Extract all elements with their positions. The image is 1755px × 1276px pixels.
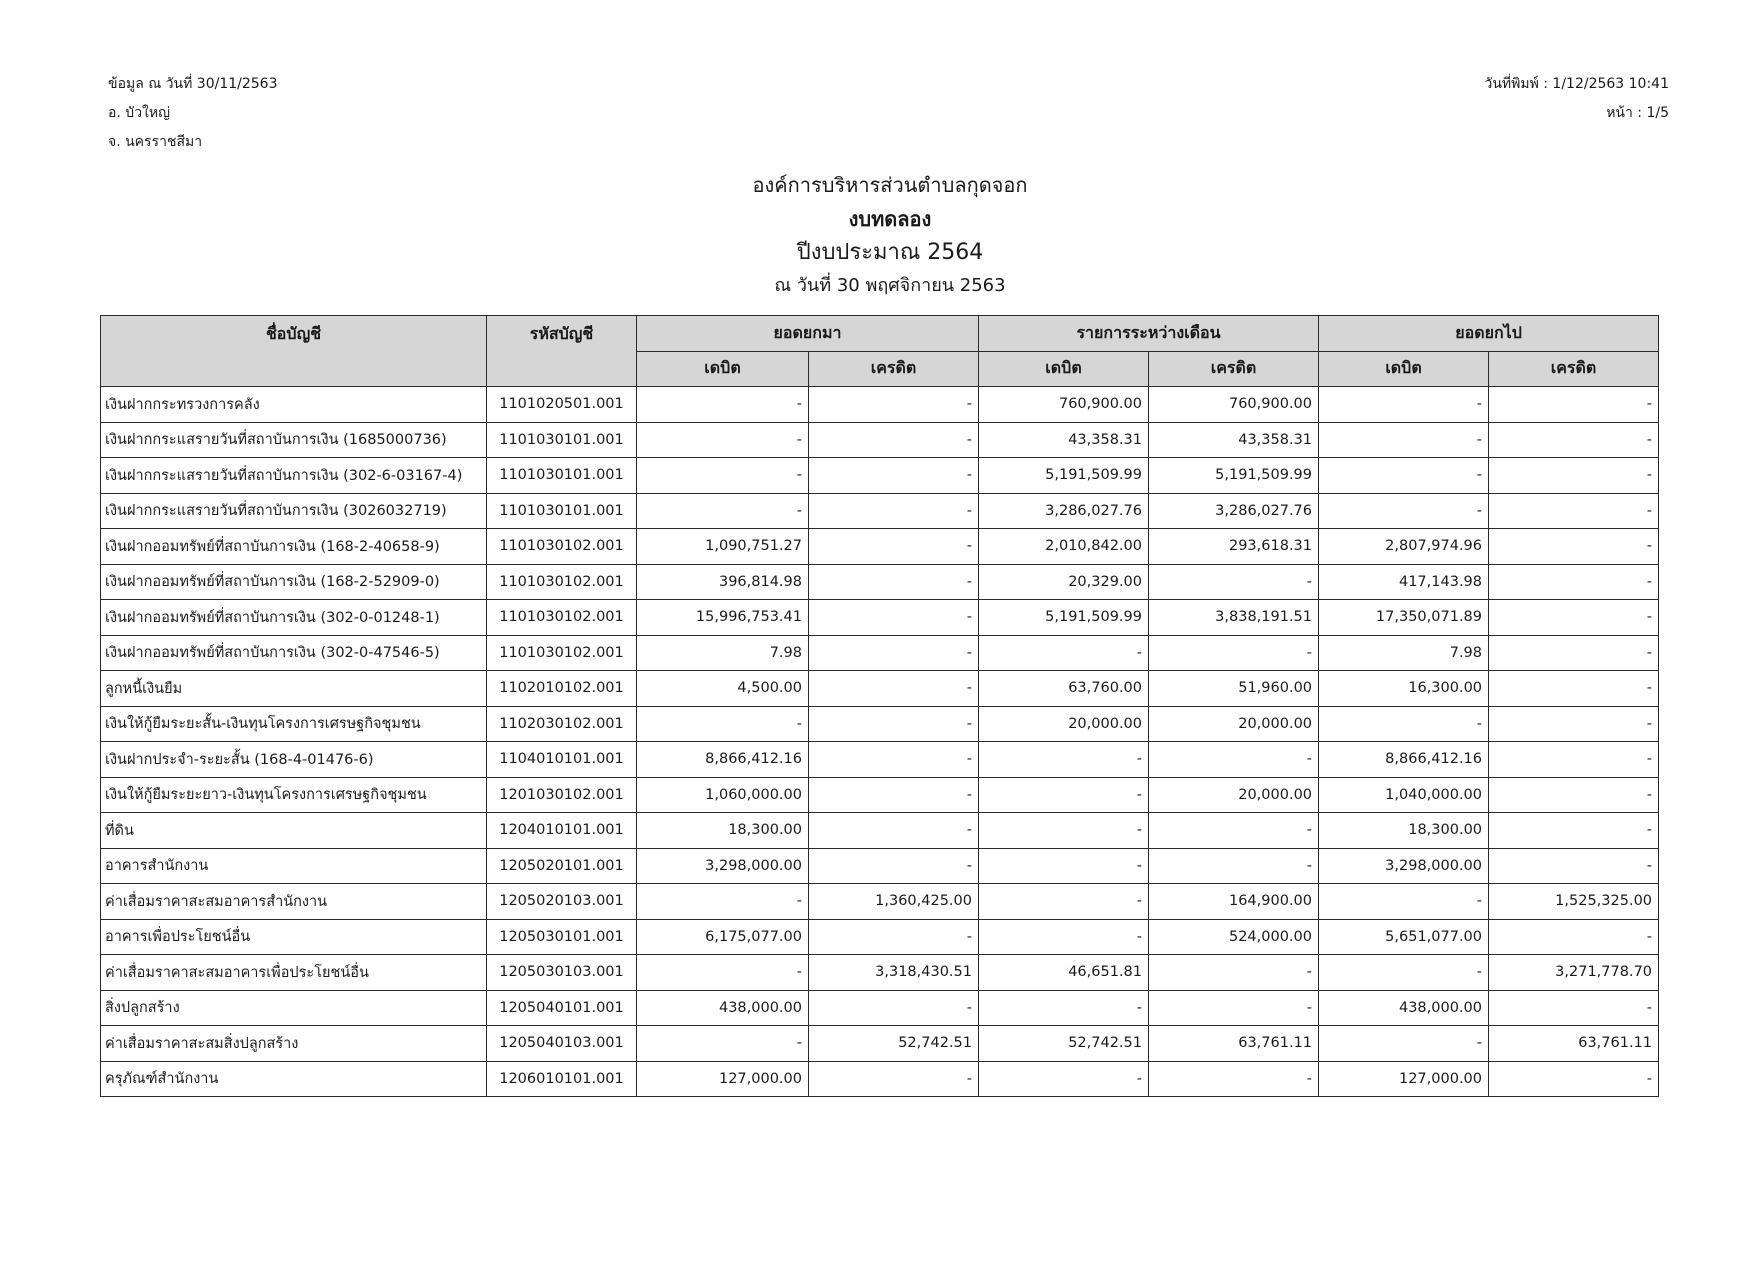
cf-debit-cell: 16,300.00 [1319, 671, 1489, 707]
district: อ. บัวใหญ่ [108, 105, 171, 121]
account-name-cell: เงินฝากกระแสรายวันที่สถาบันการเงิน (1685000736) [101, 422, 487, 458]
cf-credit-cell: - [1489, 990, 1659, 1026]
report-meta-left [108, 70, 277, 157]
cf-debit-cell: 1,040,000.00 [1319, 777, 1489, 813]
account-name-cell: เงินฝากประจำ-ระยะสั้น (168-4-01476-6) [101, 742, 487, 778]
bf-credit-cell: 52,742.51 [809, 1026, 979, 1062]
month-debit-cell: - [979, 990, 1149, 1026]
bf-debit-cell: 1,060,000.00 [637, 777, 809, 813]
bf-credit-cell: - [809, 919, 979, 955]
table-row [101, 671, 1659, 707]
account-code-cell: 1104010101.001 [487, 742, 637, 778]
bf-debit-cell: - [637, 493, 809, 529]
bf-debit-cell: 1,090,751.27 [637, 529, 809, 565]
bf-debit-cell: 8,866,412.16 [637, 742, 809, 778]
organization-name: องค์การบริหารส่วนตำบลกุดจอก [752, 173, 1028, 197]
cf-debit-cell: - [1319, 387, 1489, 423]
account-code-cell: 1204010101.001 [487, 813, 637, 849]
account-name-cell: ค่าเสื่อมราคาสะสมอาคารสำนักงาน [101, 884, 487, 920]
bf-debit-cell: - [637, 955, 809, 991]
bf-debit-cell: 438,000.00 [637, 990, 809, 1026]
account-name-cell: เงินให้กู้ยืมระยะยาว-เงินทุนโครงการเศรษฐกิจชุมชน [101, 777, 487, 813]
table-row [101, 422, 1659, 458]
col-account-name: ชื่อบัญชี [101, 316, 487, 387]
account-name-cell: สิ่งปลูกสร้าง [101, 990, 487, 1026]
bf-credit-cell: - [809, 422, 979, 458]
cf-credit-cell: - [1489, 848, 1659, 884]
cf-credit-cell: - [1489, 529, 1659, 565]
bf-credit-cell: - [809, 1061, 979, 1097]
month-credit-cell: - [1149, 990, 1319, 1026]
group-brought-forward: ยอดยกมา [637, 316, 979, 352]
cf-debit-cell: 5,651,077.00 [1319, 919, 1489, 955]
cf-debit-cell: 8,866,412.16 [1319, 742, 1489, 778]
table-row [101, 955, 1659, 991]
month-credit-cell: 760,900.00 [1149, 387, 1319, 423]
page-number: หน้า : 1/5 [1606, 105, 1669, 121]
cf-debit-cell: - [1319, 884, 1489, 920]
cf-credit-cell: 3,271,778.70 [1489, 955, 1659, 991]
account-code-cell: 1101030102.001 [487, 529, 637, 565]
cf-debit-cell: - [1319, 422, 1489, 458]
cf-debit-cell: - [1319, 458, 1489, 494]
bf-credit-cell: - [809, 387, 979, 423]
table-row [101, 884, 1659, 920]
month-debit-cell: - [979, 919, 1149, 955]
month-credit-cell: 524,000.00 [1149, 919, 1319, 955]
account-name-cell: เงินฝากออมทรัพย์ที่สถาบันการเงิน (302-0-01248-1) [101, 600, 487, 636]
account-code-cell: 1102030102.001 [487, 706, 637, 742]
month-debit-cell: - [979, 777, 1149, 813]
bf-credit-cell: - [809, 777, 979, 813]
bf-debit-cell: 7.98 [637, 635, 809, 671]
table-row [101, 1061, 1659, 1097]
bf-debit-cell: - [637, 1026, 809, 1062]
month-debit-cell: - [979, 635, 1149, 671]
table-row [101, 493, 1659, 529]
bf-debit-cell: 4,500.00 [637, 671, 809, 707]
account-code-cell: 1205020101.001 [487, 848, 637, 884]
bf-credit-cell: - [809, 671, 979, 707]
bf-debit-cell: 6,175,077.00 [637, 919, 809, 955]
bf-credit-cell: - [809, 600, 979, 636]
bf-credit-cell: - [809, 458, 979, 494]
month-credit-cell: 63,761.11 [1149, 1026, 1319, 1062]
account-name-cell: อาคารสำนักงาน [101, 848, 487, 884]
month-credit-cell: - [1149, 564, 1319, 600]
cf-credit-cell: - [1489, 422, 1659, 458]
col-bf-debit: เดบิต [637, 351, 809, 387]
account-code-cell: 1101030102.001 [487, 635, 637, 671]
cf-credit-cell: - [1489, 671, 1659, 707]
bf-debit-cell: - [637, 387, 809, 423]
account-name-cell: เงินฝากกระแสรายวันที่สถาบันการเงิน (302-6-03167-4) [101, 458, 487, 494]
table-row [101, 706, 1659, 742]
table-row [101, 529, 1659, 565]
bf-credit-cell: 3,318,430.51 [809, 955, 979, 991]
bf-debit-cell: - [637, 458, 809, 494]
month-debit-cell: 20,329.00 [979, 564, 1149, 600]
month-debit-cell: 43,358.31 [979, 422, 1149, 458]
month-credit-cell: - [1149, 955, 1319, 991]
bf-debit-cell: 3,298,000.00 [637, 848, 809, 884]
bf-credit-cell: - [809, 848, 979, 884]
group-carried-forward: ยอดยกไป [1319, 316, 1659, 352]
cf-debit-cell: 7.98 [1319, 635, 1489, 671]
account-code-cell: 1201030102.001 [487, 777, 637, 813]
col-cf-credit: เครดิต [1489, 351, 1659, 387]
col-cf-debit: เดบิต [1319, 351, 1489, 387]
month-debit-cell: 46,651.81 [979, 955, 1149, 991]
month-credit-cell: - [1149, 742, 1319, 778]
col-bf-credit: เครดิต [809, 351, 979, 387]
account-name-cell: ค่าเสื่อมราคาสะสมสิ่งปลูกสร้าง [101, 1026, 487, 1062]
month-debit-cell: - [979, 848, 1149, 884]
account-code-cell: 1205020103.001 [487, 884, 637, 920]
cf-debit-cell: 18,300.00 [1319, 813, 1489, 849]
group-during-month: รายการระหว่างเดือน [979, 316, 1319, 352]
month-debit-cell: - [979, 1061, 1149, 1097]
account-code-cell: 1101030101.001 [487, 422, 637, 458]
bf-credit-cell: - [809, 813, 979, 849]
account-name-cell: ครุภัณฑ์สำนักงาน [101, 1061, 487, 1097]
month-credit-cell: - [1149, 813, 1319, 849]
bf-debit-cell: 396,814.98 [637, 564, 809, 600]
cf-debit-cell: 2,807,974.96 [1319, 529, 1489, 565]
report-title: งบทดลอง [848, 207, 932, 231]
table-row [101, 564, 1659, 600]
account-name-cell: อาคารเพื่อประโยชน์อื่น [101, 919, 487, 955]
bf-debit-cell: - [637, 884, 809, 920]
account-name-cell: เงินฝากกระทรวงการคลัง [101, 387, 487, 423]
col-month-debit: เดบิต [979, 351, 1149, 387]
account-code-cell: 1101020501.001 [487, 387, 637, 423]
account-code-cell: 1101030101.001 [487, 493, 637, 529]
bf-credit-cell: - [809, 990, 979, 1026]
cf-credit-cell: - [1489, 635, 1659, 671]
table-header-row-1 [101, 316, 1659, 352]
account-code-cell: 1101030101.001 [487, 458, 637, 494]
col-month-credit: เครดิต [1149, 351, 1319, 387]
cf-credit-cell: - [1489, 387, 1659, 423]
month-debit-cell: 52,742.51 [979, 1026, 1149, 1062]
report-title-block [0, 168, 1755, 302]
month-debit-cell: 760,900.00 [979, 387, 1149, 423]
report-as-of-date: ณ วันที่ 30 พฤศจิกายน 2563 [774, 275, 1006, 296]
cf-debit-cell: - [1319, 493, 1489, 529]
trial-balance-table [100, 315, 1659, 1097]
month-credit-cell: - [1149, 848, 1319, 884]
cf-debit-cell: 17,350,071.89 [1319, 600, 1489, 636]
cf-credit-cell: - [1489, 458, 1659, 494]
month-credit-cell: 20,000.00 [1149, 706, 1319, 742]
cf-credit-cell: - [1489, 777, 1659, 813]
month-debit-cell: 20,000.00 [979, 706, 1149, 742]
month-debit-cell: 63,760.00 [979, 671, 1149, 707]
cf-credit-cell: - [1489, 813, 1659, 849]
bf-debit-cell: 127,000.00 [637, 1061, 809, 1097]
table-row [101, 742, 1659, 778]
table-row [101, 919, 1659, 955]
account-name-cell: ลูกหนี้เงินยืม [101, 671, 487, 707]
fiscal-year: ปีงบประมาณ 2564 [796, 240, 984, 265]
bf-debit-cell: 18,300.00 [637, 813, 809, 849]
month-credit-cell: 164,900.00 [1149, 884, 1319, 920]
cf-credit-cell: - [1489, 564, 1659, 600]
month-debit-cell: 2,010,842.00 [979, 529, 1149, 565]
bf-credit-cell: 1,360,425.00 [809, 884, 979, 920]
account-name-cell: เงินให้กู้ยืมระยะสั้น-เงินทุนโครงการเศรษฐกิจชุมชน [101, 706, 487, 742]
table-row [101, 848, 1659, 884]
month-debit-cell: 5,191,509.99 [979, 600, 1149, 636]
account-name-cell: ค่าเสื่อมราคาสะสมอาคารเพื่อประโยชน์อื่น [101, 955, 487, 991]
bf-credit-cell: - [809, 493, 979, 529]
month-debit-cell: - [979, 813, 1149, 849]
bf-credit-cell: - [809, 635, 979, 671]
month-credit-cell: - [1149, 1061, 1319, 1097]
account-code-cell: 1205040103.001 [487, 1026, 637, 1062]
cf-credit-cell: - [1489, 919, 1659, 955]
bf-debit-cell: 15,996,753.41 [637, 600, 809, 636]
cf-debit-cell: - [1319, 706, 1489, 742]
cf-credit-cell: - [1489, 742, 1659, 778]
bf-credit-cell: - [809, 529, 979, 565]
cf-debit-cell: 417,143.98 [1319, 564, 1489, 600]
account-code-cell: 1101030102.001 [487, 600, 637, 636]
cf-credit-cell: 1,525,325.00 [1489, 884, 1659, 920]
account-name-cell: ที่ดิน [101, 813, 487, 849]
account-name-cell: เงินฝากกระแสรายวันที่สถาบันการเงิน (3026032719) [101, 493, 487, 529]
account-name-cell: เงินฝากออมทรัพย์ที่สถาบันการเงิน (168-2-40658-9) [101, 529, 487, 565]
cf-credit-cell: - [1489, 1061, 1659, 1097]
bf-debit-cell: - [637, 706, 809, 742]
account-code-cell: 1205030103.001 [487, 955, 637, 991]
bf-debit-cell: - [637, 422, 809, 458]
table-row [101, 813, 1659, 849]
account-code-cell: 1206010101.001 [487, 1061, 637, 1097]
table-row [101, 458, 1659, 494]
data-as-of: ข้อมูล ณ วันที่ 30/11/2563 [108, 76, 278, 92]
account-name-cell: เงินฝากออมทรัพย์ที่สถาบันการเงิน (168-2-52909-0) [101, 564, 487, 600]
month-credit-cell: 3,838,191.51 [1149, 600, 1319, 636]
month-credit-cell: 51,960.00 [1149, 671, 1319, 707]
account-code-cell: 1102010102.001 [487, 671, 637, 707]
table-row [101, 1026, 1659, 1062]
cf-credit-cell: 63,761.11 [1489, 1026, 1659, 1062]
cf-debit-cell: - [1319, 1026, 1489, 1062]
cf-debit-cell: 438,000.00 [1319, 990, 1489, 1026]
month-credit-cell: 293,618.31 [1149, 529, 1319, 565]
account-code-cell: 1205030101.001 [487, 919, 637, 955]
month-credit-cell: 5,191,509.99 [1149, 458, 1319, 494]
cf-debit-cell: - [1319, 955, 1489, 991]
cf-credit-cell: - [1489, 706, 1659, 742]
province: จ. นครราชสีมา [108, 134, 203, 150]
month-credit-cell: 3,286,027.76 [1149, 493, 1319, 529]
cf-credit-cell: - [1489, 600, 1659, 636]
month-debit-cell: - [979, 884, 1149, 920]
report-meta-right [1484, 70, 1669, 128]
month-credit-cell: 20,000.00 [1149, 777, 1319, 813]
bf-credit-cell: - [809, 706, 979, 742]
table-body [101, 387, 1659, 1097]
table-row [101, 600, 1659, 636]
month-debit-cell: 5,191,509.99 [979, 458, 1149, 494]
cf-debit-cell: 3,298,000.00 [1319, 848, 1489, 884]
cf-debit-cell: 127,000.00 [1319, 1061, 1489, 1097]
month-credit-cell: 43,358.31 [1149, 422, 1319, 458]
month-debit-cell: - [979, 742, 1149, 778]
col-account-code: รหัสบัญชี [487, 316, 637, 387]
bf-credit-cell: - [809, 742, 979, 778]
account-name-cell: เงินฝากออมทรัพย์ที่สถาบันการเงิน (302-0-47546-5) [101, 635, 487, 671]
table-row [101, 990, 1659, 1026]
bf-credit-cell: - [809, 564, 979, 600]
print-date: วันที่พิมพ์ : 1/12/2563 10:41 [1484, 76, 1669, 92]
account-code-cell: 1205040101.001 [487, 990, 637, 1026]
table-row [101, 777, 1659, 813]
cf-credit-cell: - [1489, 493, 1659, 529]
table-row [101, 387, 1659, 423]
table-row [101, 635, 1659, 671]
account-code-cell: 1101030102.001 [487, 564, 637, 600]
month-debit-cell: 3,286,027.76 [979, 493, 1149, 529]
month-credit-cell: - [1149, 635, 1319, 671]
